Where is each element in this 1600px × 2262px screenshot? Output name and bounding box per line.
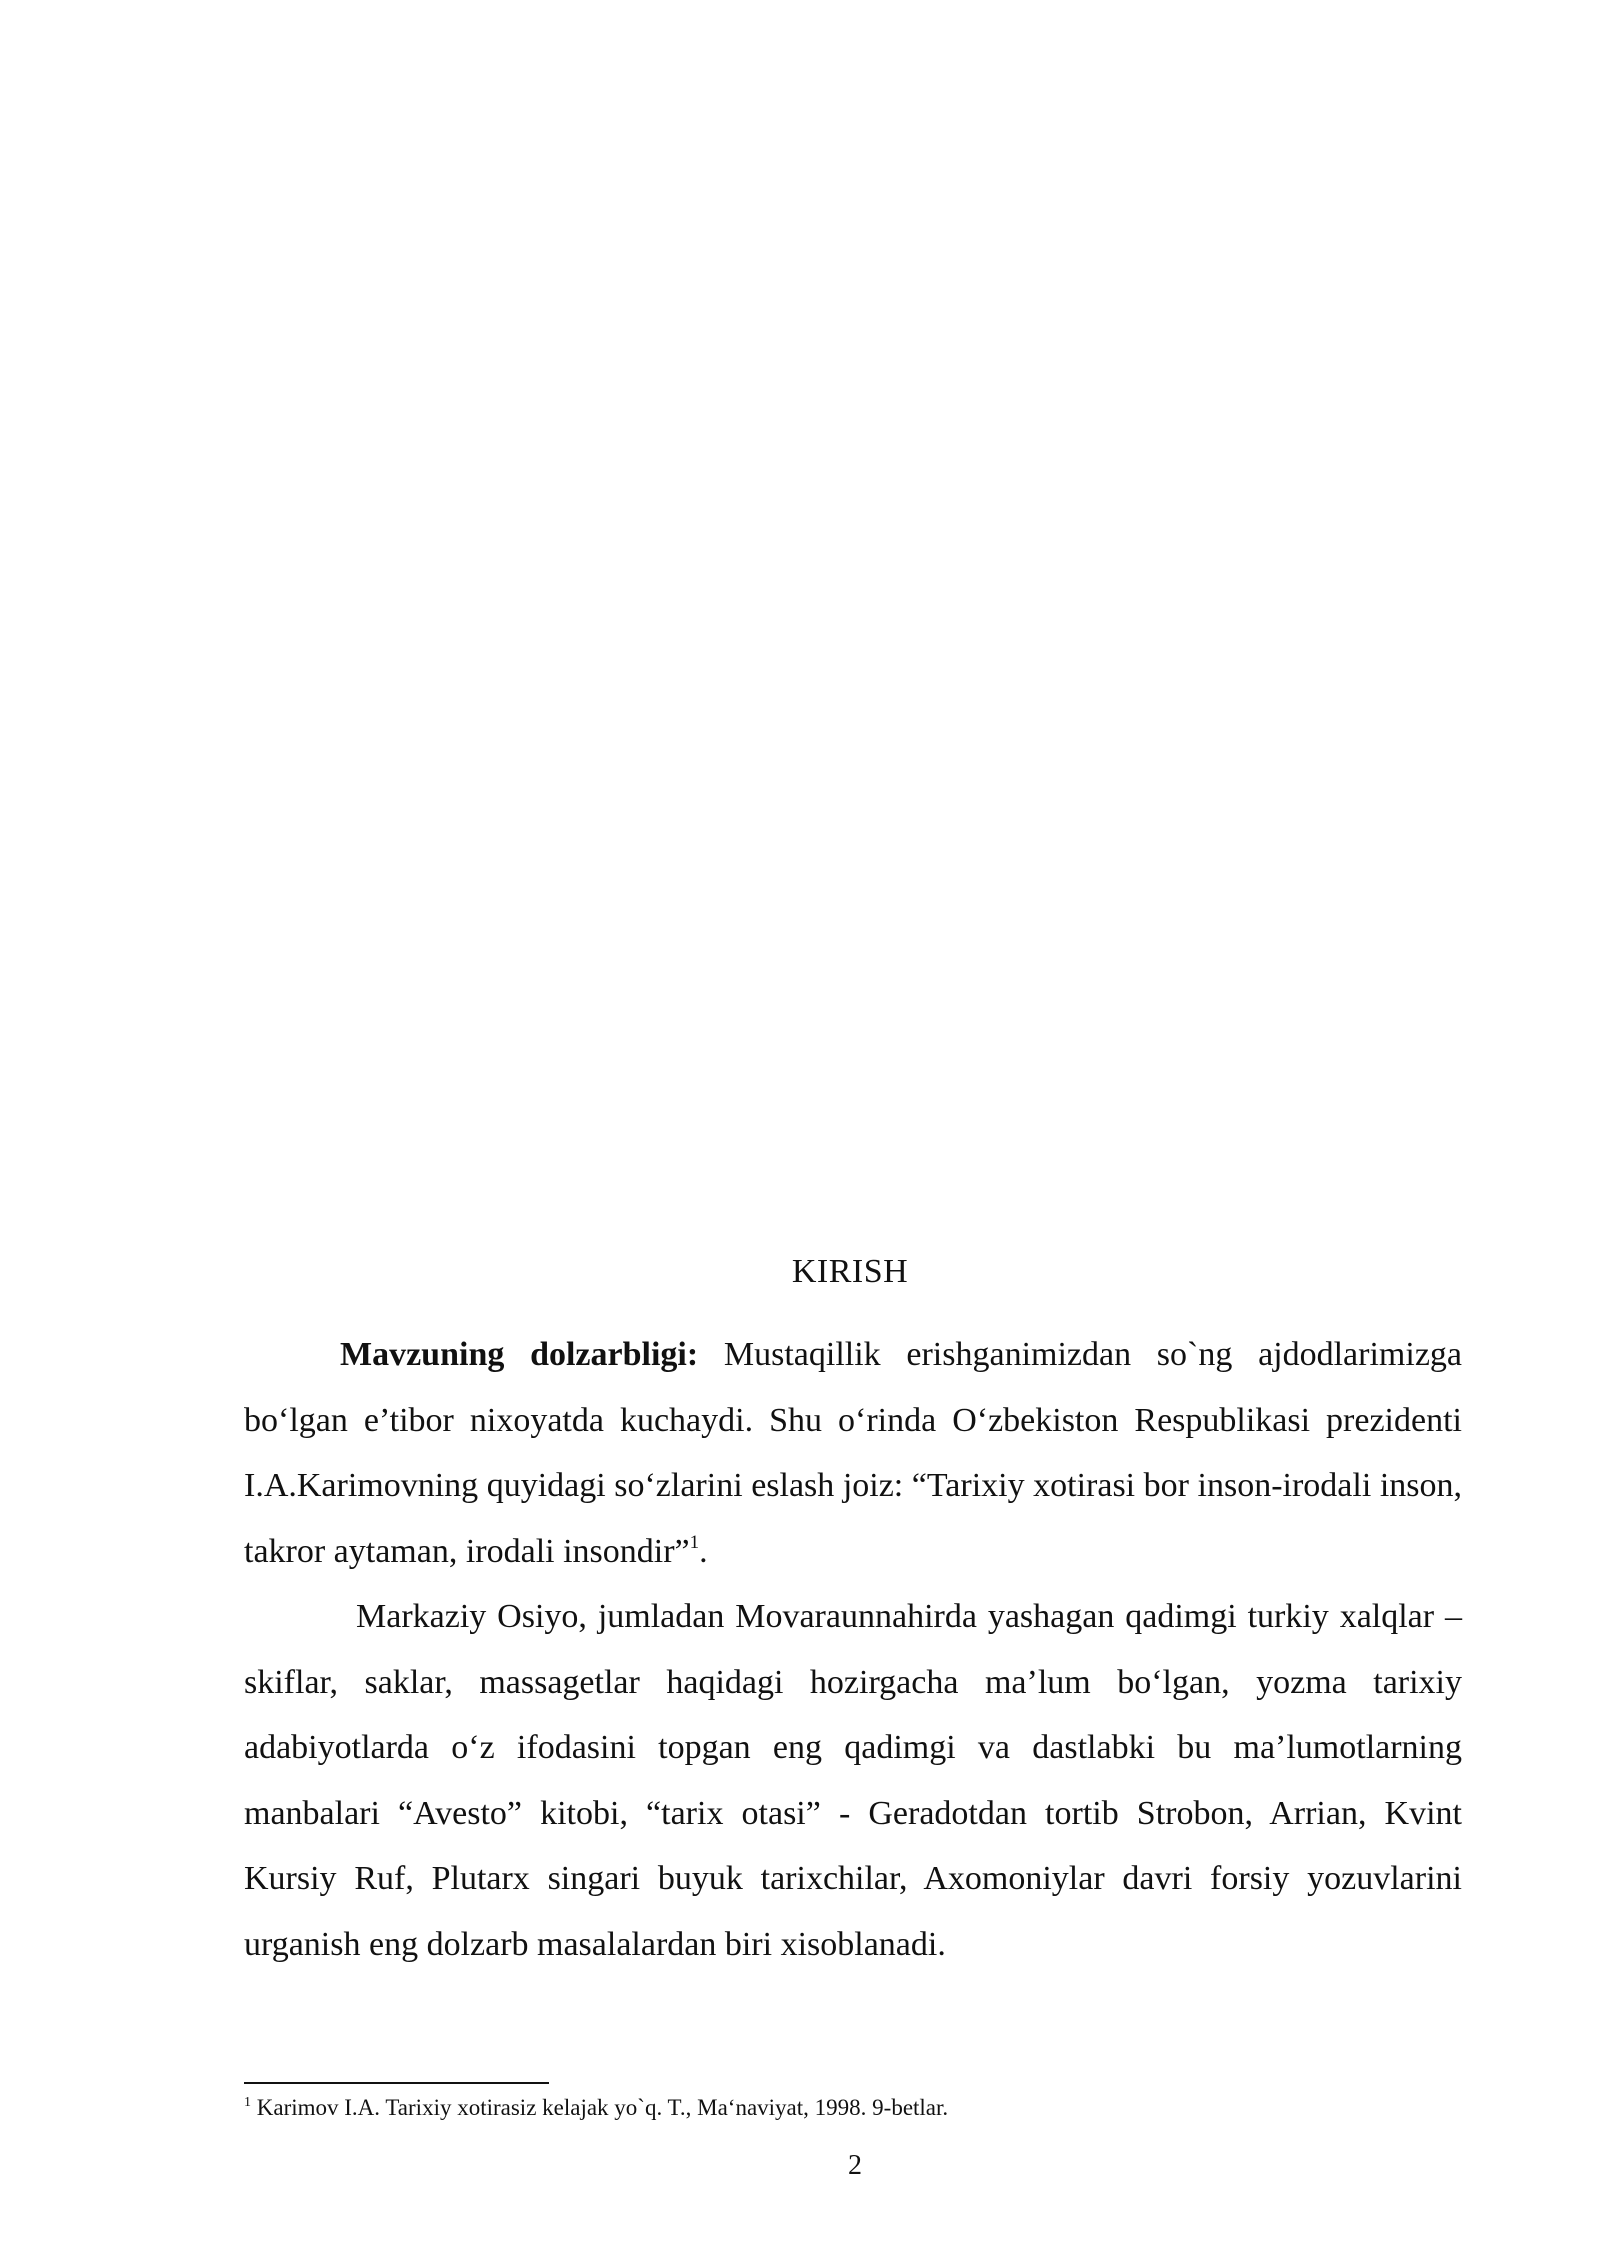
section-heading: KIRISH: [791, 1253, 909, 1290]
paragraph-sources: Markaziy Osiyo, jumladan Movaraunnahirda yashagan qadimgi turkiy xalqlar – skiflar, saklar, massagetlar haqidagi hozirgacha ma’lum bo‘lgan, yozma tarixiy adabiyotlarda o‘z ifodasini topgan eng qadimgi va dastlabki bu ma’lumotlarning manbalari “Avesto” kitobi, “tarix otasi” - Geradotdan tortib Strobon, Arrian, Kvint Kursiy Ruf, Plutarx singari buyuk tarixchilar, Axomoniylar davri forsiy yozuvlarini urganish eng dolzarb masalalardan biri xisoblanadi.: [244, 1598, 1462, 1963]
footnote-text: Karimov I.A. Tarixiy xotirasiz kelajak yo`q. T., Ma‘naviyat, 1998. 9-betlar.: [251, 2095, 949, 2120]
page-number: 2: [848, 2150, 862, 2181]
paragraph-lead: Mavzuning dolzarbligi:: [340, 1336, 699, 1373]
footnote-separator: [244, 2082, 549, 2084]
paragraph-text: Mustaqillik erishganimizdan so`ng ajdodlarimizga bo‘lgan e’tibor nixoyatda kuchaydi. Shu o‘rinda O‘zbekiston Respublikasi prezidenti I.A.Karimovning quyidagi so‘zlarini eslash joiz: “Tarixiy xotirasi bor inson-irodali inson, takror aytaman, irodali insondir”: [244, 1336, 1462, 1570]
footnote: [244, 2094, 948, 2122]
paragraph-relevance: [244, 1322, 1462, 1584]
footnote-reference[interactable]: 1: [689, 1531, 700, 1553]
footnote-number: 1: [244, 2095, 251, 2110]
body-text: [244, 1322, 1462, 1977]
paragraph-end: .: [699, 1532, 708, 1570]
